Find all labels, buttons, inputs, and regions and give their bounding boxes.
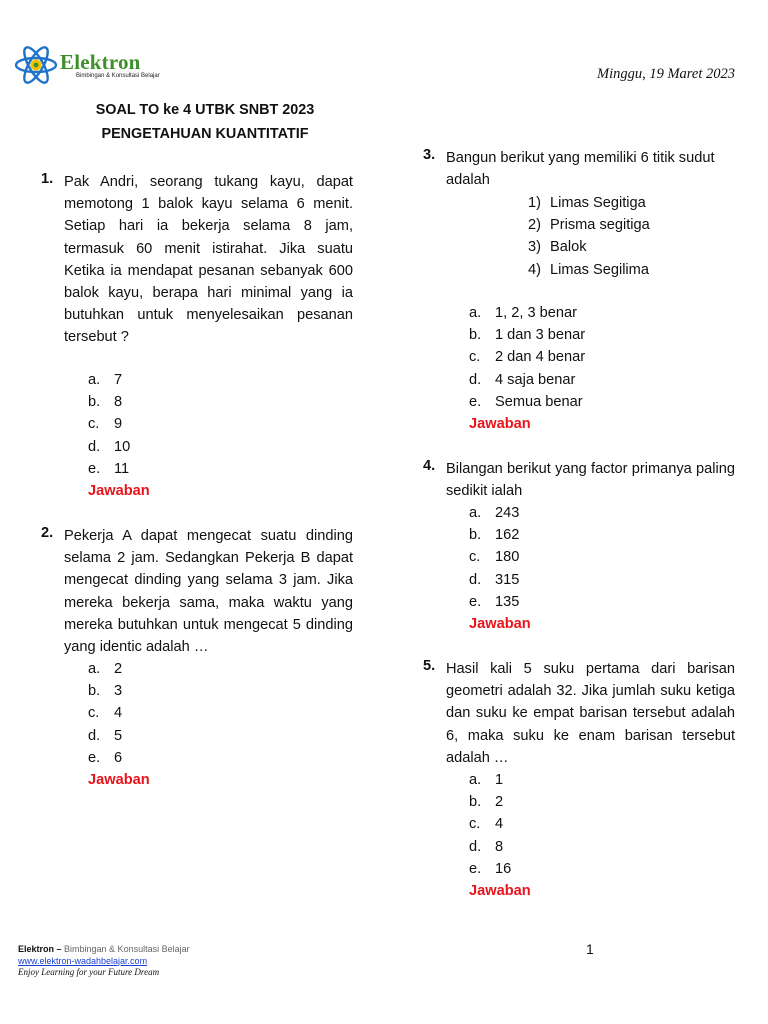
option-text: 6 <box>114 749 123 766</box>
option-text: 8 <box>495 838 504 855</box>
option-label: d. <box>88 438 101 455</box>
statement-label: 4) <box>528 261 541 278</box>
option-b <box>88 391 150 413</box>
question-number: 4. <box>423 458 436 474</box>
question-number: 3. <box>423 147 436 163</box>
option-b <box>469 324 585 346</box>
question-text: Pekerja A dapat mengecat suatu dinding selama 2 jam. Sedangkan Pekerja B dapat mengecat dinding yang selama 3 jam. Jika mereka bekerja sama, maka waktu yang mereka butuhkan untuk mengecat 5 dinding yang identic adalah … <box>64 528 353 656</box>
option-label: c. <box>469 349 481 366</box>
option-text: 135 <box>495 593 520 610</box>
statement-text: Prisma segitiga <box>550 217 650 234</box>
option-d <box>469 369 585 391</box>
statement-2 <box>528 214 650 236</box>
option-a <box>469 502 531 524</box>
option-label: d. <box>469 371 482 388</box>
option-label: a. <box>88 661 101 677</box>
option-label: a. <box>469 305 482 321</box>
statement-text: Balok <box>550 239 587 256</box>
option-text: 1 <box>495 772 504 788</box>
option-label: b. <box>88 683 101 700</box>
option-text: Semua benar <box>495 393 583 410</box>
option-text: 243 <box>495 505 520 521</box>
option-text: 4 <box>495 816 504 833</box>
option-d <box>469 569 531 591</box>
option-c <box>469 813 531 835</box>
option-text: 8 <box>114 394 123 411</box>
option-b <box>469 791 531 813</box>
option-c <box>469 546 531 568</box>
statement-label: 2) <box>528 217 541 234</box>
logo-subtitle: Bimbingan & Konsultasi Belajar <box>76 73 160 79</box>
document-subject: PENGETAHUAN KUANTITATIF <box>101 126 309 142</box>
option-a <box>88 658 150 680</box>
option-a <box>88 369 150 391</box>
statement-text: Limas Segitiga <box>550 195 646 211</box>
question-2-options <box>88 658 150 791</box>
option-e <box>88 747 150 769</box>
option-text: 2 <box>495 794 504 811</box>
statement-3 <box>528 236 650 258</box>
option-text: 7 <box>114 372 123 388</box>
option-label: a. <box>88 372 101 388</box>
statement-text: Limas Segilima <box>550 261 649 278</box>
question-5-options <box>469 769 531 902</box>
option-text: 11 <box>114 460 130 477</box>
option-label: e. <box>469 860 482 877</box>
option-e <box>469 858 531 880</box>
option-text: 5 <box>114 727 123 744</box>
option-label: a. <box>469 505 482 521</box>
option-label: c. <box>88 416 100 433</box>
footer-description: Bimbingan & Konsultasi Belajar <box>64 944 190 954</box>
option-text: 1 dan 3 benar <box>495 327 586 344</box>
option-text: 1, 2, 3 benar <box>495 305 577 321</box>
option-text: 3 <box>114 683 123 700</box>
option-label: b. <box>469 527 482 544</box>
page-footer <box>18 944 190 979</box>
question-number: 5. <box>423 658 436 674</box>
option-label: c. <box>469 816 481 833</box>
option-text: 4 <box>114 705 123 722</box>
option-text: 9 <box>114 416 123 433</box>
option-label: b. <box>88 394 101 411</box>
option-text: 10 <box>114 438 131 455</box>
answer-label: Jawaban <box>469 615 531 632</box>
option-c <box>88 413 150 435</box>
option-a <box>469 302 585 324</box>
option-label: d. <box>88 727 101 744</box>
option-e <box>469 391 585 413</box>
answer-label: Jawaban <box>88 482 150 499</box>
option-text: 16 <box>495 860 512 877</box>
option-d <box>88 436 150 458</box>
option-text: 315 <box>495 571 520 588</box>
statement-label: 3) <box>528 239 541 256</box>
atom-icon <box>14 42 64 88</box>
footer-website-link[interactable]: www.elektron-wadahbelajar.com <box>18 955 148 966</box>
option-text: 4 saja benar <box>495 371 576 388</box>
footer-brand: Elektron – <box>18 944 62 954</box>
option-label: d. <box>469 838 482 855</box>
option-label: a. <box>469 772 482 788</box>
option-label: e. <box>469 393 482 410</box>
option-text: 162 <box>495 527 520 544</box>
statement-1 <box>528 192 650 214</box>
option-label: c. <box>88 705 100 722</box>
option-c <box>469 346 585 368</box>
option-label: b. <box>469 327 482 344</box>
question-number: 2. <box>41 525 54 541</box>
option-label: d. <box>469 571 482 588</box>
option-b <box>469 524 531 546</box>
question-number: 1. <box>41 171 54 187</box>
question-text: Pak Andri, seorang tukang kayu, dapat memotong 1 balok kayu selama 6 menit. Setiap hari ia bekerja selama 8 jam, termasuk 60 menit istirahat. Jika suatu Ketika ia mendapat pesanan sebanyak 600 balok kayu, berapa hari minimal yang ia butuhkan untuk menyelesaikan pesanan tersebut ? <box>64 174 353 346</box>
option-label: e. <box>88 460 101 477</box>
answer-label: Jawaban <box>469 415 531 432</box>
option-e <box>469 591 531 613</box>
footer-tagline: Enjoy Learning for your Future Dream <box>18 967 160 977</box>
statement-label: 1) <box>528 195 541 211</box>
document-title: SOAL TO ke 4 UTBK SNBT 2023 <box>95 102 315 118</box>
option-text: 2 <box>114 661 123 677</box>
option-a <box>469 769 531 791</box>
statement-4 <box>528 259 650 281</box>
elektron-logo <box>14 42 164 86</box>
page-number: 1 <box>586 941 594 957</box>
question-text: Bangun berikut yang memiliki 6 titik sudut adalah <box>446 150 715 189</box>
option-text: 2 dan 4 benar <box>495 349 586 366</box>
answer-label: Jawaban <box>88 771 150 788</box>
answer-label: Jawaban <box>469 882 531 899</box>
option-e <box>88 458 150 480</box>
footer-brand-line <box>18 944 190 956</box>
option-b <box>88 680 150 702</box>
question-text: Bilangan berikut yang factor primanya paling sedikit ialah <box>446 461 735 500</box>
logo-name: Elektron <box>60 50 141 74</box>
option-label: e. <box>88 749 101 766</box>
option-label: c. <box>469 549 481 566</box>
option-label: b. <box>469 794 482 811</box>
question-3-options <box>469 302 585 435</box>
question-text: Hasil kali 5 suku pertama dari barisan geometri adalah 32. Jika jumlah suku ketiga dan suku ke empat barisan tersebut adalah 6, maka suku ke enam barisan tersebut adalah … <box>446 661 735 766</box>
question-3-statements <box>528 192 650 281</box>
option-text: 180 <box>495 549 520 566</box>
option-c <box>88 702 150 724</box>
option-d <box>88 725 150 747</box>
document-date: Minggu, 19 Maret 2023 <box>596 66 735 82</box>
option-d <box>469 836 531 858</box>
question-1-options <box>88 369 150 502</box>
option-label: e. <box>469 593 482 610</box>
question-4-options <box>469 502 531 635</box>
